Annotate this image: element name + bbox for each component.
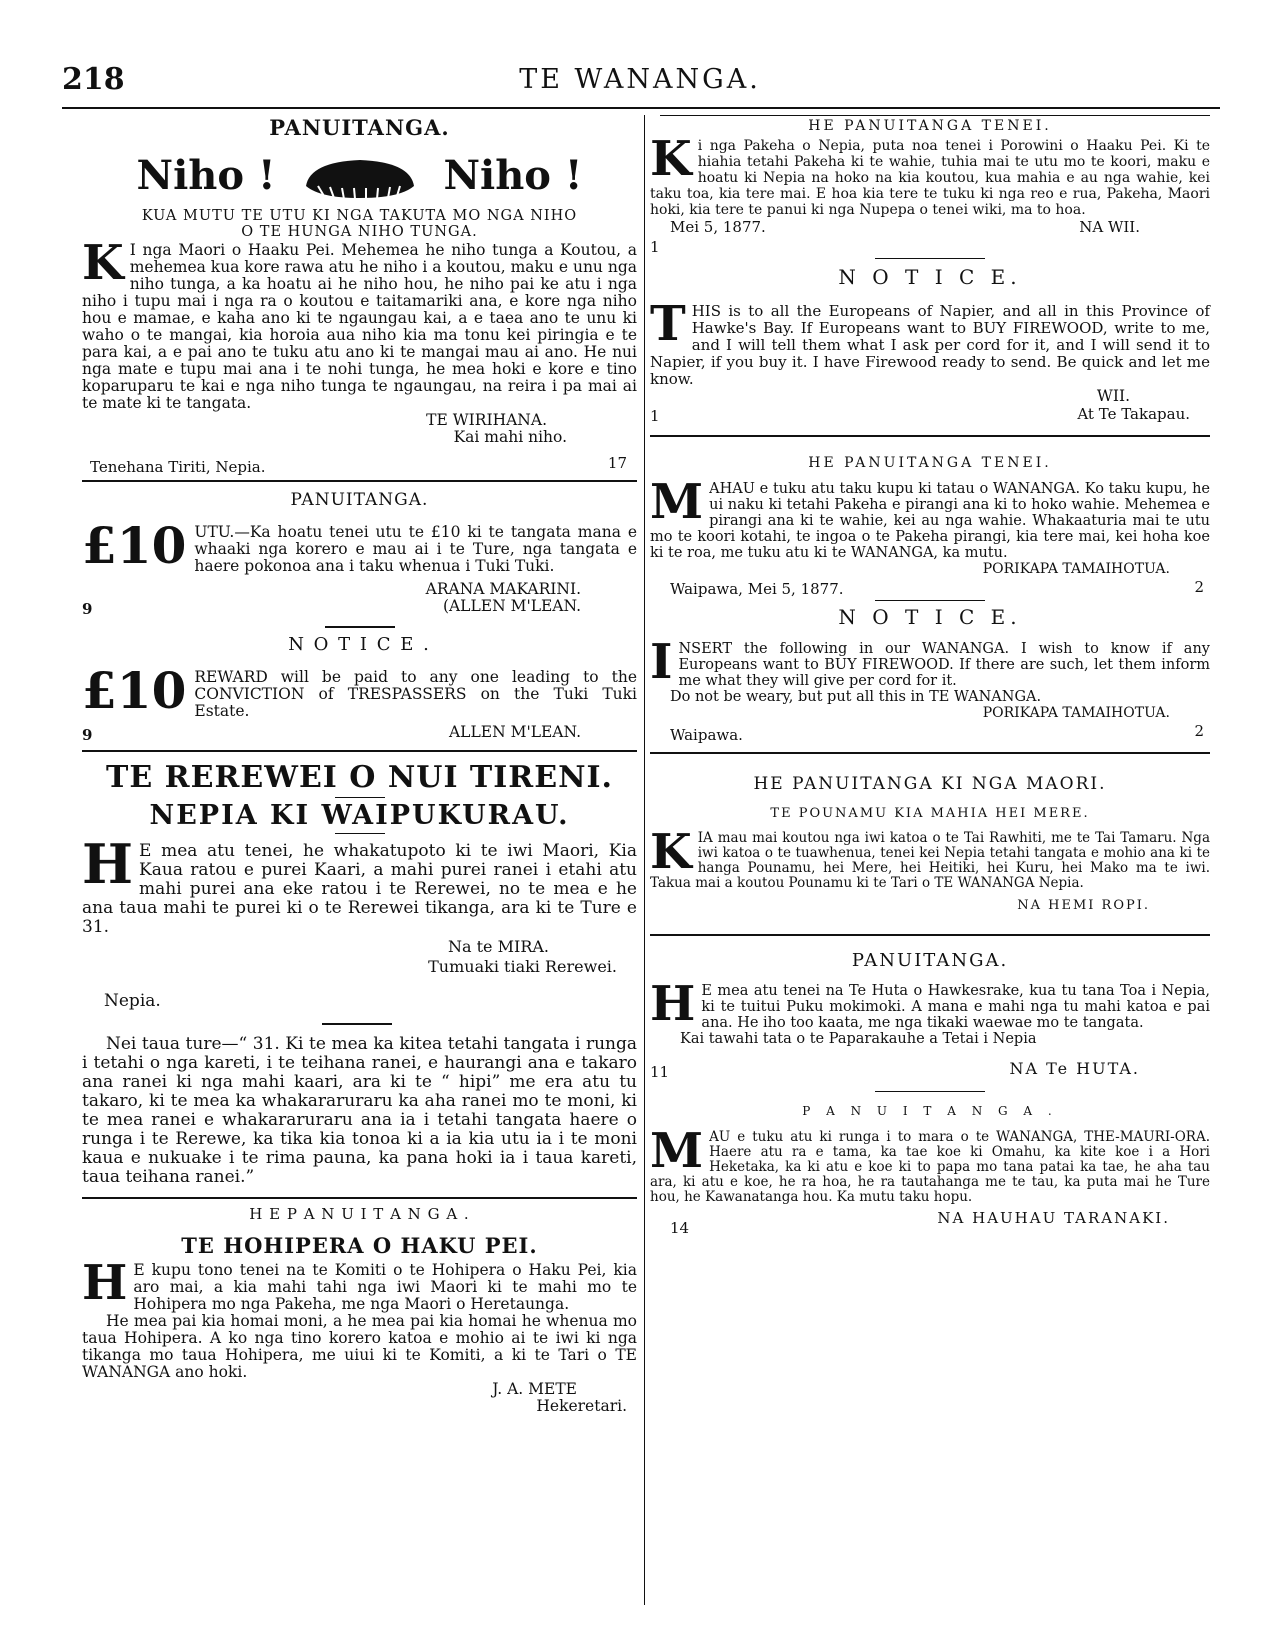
ten-pounds-advert (82, 490, 637, 616)
panui-wii-issue: 1 (650, 238, 660, 256)
rerewei-sep1 (335, 797, 385, 798)
huta-dropcap: H (650, 976, 696, 1032)
hauhau-text: AU e tuku atu ki runga i to mara o te WANANGA, THE-MAURI-ORA. Haere atu ra e tama, ka tae koe ki Omahu, ka kite koe i a Hori Heketaka, ka ki atu e koe ki to papa mo tana patai ka tae, he aha tau ara, ki atu e koe, he ra hoa, he ra tautahanga me te tau, ka puta mai he Ture hou, he Kawanatanga hou. Ka mutu taku hopu. (650, 1129, 1210, 1205)
rerewei-sig1: Na te MIRA. (448, 937, 549, 956)
rerewei-title1: TE REREWEI O NUI TIRENI. (106, 760, 613, 795)
pounamu-sub: TE POUNAMU KIA MAHIA HEI MERE. (770, 806, 1090, 821)
niho-sig-title: Kai mahi niho. (453, 428, 567, 446)
notice-reward-text: REWARD will be paid to any one leading to the CONVICTION of TRESPASSERS on the Tuki Tuki Estate. (194, 668, 637, 720)
ten-pounds-amount: £10 (82, 516, 187, 575)
panui-wii-text: i nga Pakeha o Nepia, puta noa tenei i Porowini o Haaku Pei. Ki te hiahia tetahi Pakeha ki te wahie, tuhia mai te utu mo te koori, maku e hoatu ki Nepia na hoko na kia koutou, kua mahia e au nga wahie, kei taku toa, kia tere mai. E hoa kia tere te tuku ki nga reo e rua, Pakeha, Maori hoki, kia tere te panui ki nga Nupepa o tenei wiki, ma to hoa. (650, 138, 1210, 218)
notice-firewood-heading: N O T I C E. (838, 265, 1022, 289)
hohipera-body1-text: E kupu tono tenei na te Komiti o te Hohipera o Haku Pei, kia aro mai, a kia mahi tahi nga iwi Maori ki te mahi mo te Hohipera mo nga Pakeha, me nga Maori o Heretaunga. (133, 1261, 637, 1313)
pounamu-text: IA mau mai koutou nga iwi katoa o te Tai Rawhiti, me te Tai Tamaru. Nga iwi katoa o te tuawhenua, tenei kei Nepia tetahi tangata e mohio ana ki te hanga Pounamu, hei Mere, hei Heitiki, hei Kuru, hei Mako ma te iwi. Takua mai a koutou Pounamu ki te Tari o TE WANANGA Nepia. (650, 830, 1210, 891)
notice-firewood-text: HIS is to all the Europeans of Napier, and all in this Province of Hawke's Bay. If Europeans want to BUY FIREWOOD, write to me, and I will tell them what I ask per cord for it, and I will send it to Napier, if you buy it. I have Firewood ready to send. Be quick and let me know. (650, 302, 1210, 388)
panui-wii (650, 118, 1210, 256)
rerewei-sig2: Tumuaki tiaki Rerewei. (428, 957, 617, 976)
panui-wii-body (650, 131, 1210, 218)
rerewei-rule-text: Nei taua ture—“ 31. Ki te mea ka kitea tetahi tangata i runga i tetahi o nga kareti, i te teihana ranei, e haurangi ana e takaro ana ranei ki nga mahi kaari, ara ki te “ hipi” me era atu tu takaro, ki te mea ka whakararuraru ka aha ranei mo te moni, ki te mea ranei e whakararuraru ana ia i tetahi tangata haere o runga i te Rerewe, ka tika kia tonoa ki a ia kia utu ia i te moni kaua e nukuake i te rima pauna, ka pana hoki ia i taua kareti, taua teihana ranei.” (82, 1034, 637, 1187)
notice-reward (82, 634, 637, 752)
huta-sig-row (650, 1059, 1210, 1081)
notice-firewood-place-row (650, 405, 1210, 423)
pounamu-notice (650, 774, 1210, 936)
hohipera-sig2: Hekeretari. (536, 1397, 627, 1415)
huta-text: E mea atu tenei na Te Huta o Hawkesrake, kua tu tana Toa i Nepia, ki te tuitui Puku mokimoki. A mana e mahi nga tu mahi katoa e pai ana. He iho too kaata, me nga tikaki waewae mo te tangata. (701, 983, 1210, 1031)
niho-rule (82, 480, 637, 482)
pounamu-dropcap: K (650, 824, 692, 880)
niho-subhead-line1: KUA MUTU TE UTU KI NGA TAKUTA MO NGA NIHO (141, 208, 578, 224)
ten-pounds-body (82, 516, 637, 575)
ten-pounds-heading: PANUITANGA. (290, 490, 429, 510)
rerewei-place: Nepia. (104, 991, 161, 1011)
notice-insert-dropcap: I (650, 634, 673, 690)
right-column (650, 115, 1210, 1237)
panui-wii-dropcap: K (650, 131, 692, 187)
notice-firewood-issue: 1 (650, 407, 660, 425)
notice-insert-sig: PORIKAPA TAMAIHOTUA. (982, 705, 1170, 721)
hohipera-sig1: J. A. METE (492, 1380, 577, 1398)
ten-pounds-issue: 9 (82, 600, 93, 618)
header-rule (62, 107, 1220, 109)
niho-issue: 17 (607, 454, 627, 472)
rerewei-body (82, 832, 637, 937)
rerewei-rule (82, 1197, 637, 1199)
panui-wii-date: Mei 5, 1877. (670, 218, 766, 236)
niho-dropcap: K (82, 235, 124, 291)
panui-wii-sig: NA WII. (1079, 218, 1140, 236)
panui-porikapa-issue: 2 (1194, 578, 1204, 596)
rerewei-sep2 (335, 833, 385, 834)
notice-reward-rule (82, 750, 637, 752)
hauhau-dropcap: M (650, 1123, 704, 1179)
niho-title-right: Niho ! (443, 152, 583, 199)
hohipera-dropcap: H (82, 1255, 128, 1311)
notice-insert-rule (650, 752, 1210, 754)
panui-porikapa-dropcap: M (650, 474, 704, 530)
page-header (0, 62, 1280, 102)
notice-insert-place: Waipawa. (670, 726, 743, 744)
panui-porikapa-heading: HE PANUITANGA TENEI. (808, 455, 1052, 471)
panui-wii-heading: HE PANUITANGA TENEI. (808, 118, 1052, 134)
hauhau-issue: 14 (670, 1219, 690, 1237)
notice-insert (650, 605, 1210, 754)
huta-line2: Kai tawahi tata o te Paparakauhe a Tetai i Nepia (680, 1031, 1037, 1047)
column-divider (644, 115, 645, 1605)
panui-porikapa-sig: PORIKAPA TAMAIHOTUA. (982, 561, 1170, 577)
hauhau-body (650, 1123, 1210, 1205)
ten-pounds-sig2: (ALLEN M'LEAN. (442, 597, 581, 615)
hohipera-body2: He mea pai kia homai moni, a he mea pai kia homai he whenua mo taua Hohipera. A ko nga tino korero katoa e mohio ai te iwi ki nga tikanga mo taua Hohipera, me uiui ki te Komiti, a ki te Tari o TE WANANGA ano hoki. (82, 1312, 637, 1381)
notice-reward-sig-row (82, 724, 637, 742)
ten-pounds-sig-row (82, 598, 637, 616)
pounamu-body (650, 824, 1210, 891)
notice-firewood-dropcap: T (650, 296, 686, 352)
hauhau-sig-row (650, 1209, 1210, 1237)
niho-title-left: Niho ! (136, 152, 276, 199)
niho-body (82, 235, 637, 412)
niho-footer (82, 454, 637, 476)
niho-title (82, 152, 637, 202)
left-column (82, 115, 637, 1415)
niho-subhead (82, 208, 637, 240)
huta-sig: NA Te HUTA. (1009, 1059, 1140, 1078)
notice-firewood-sig: WII. (1096, 387, 1130, 405)
masthead-title: TE WANANGA. (519, 64, 761, 95)
huta-issue: 11 (650, 1063, 670, 1081)
pounamu-heading: HE PANUITANGA KI NGA MAORI. (753, 774, 1107, 794)
notice-insert-line2: Do not be weary, but put all this in TE WANANGA. (670, 689, 1042, 705)
notice-insert-issue: 2 (1194, 722, 1204, 740)
hohipera-notice (82, 1205, 637, 1415)
dentures-icon (300, 156, 420, 202)
niho-sig-name: TE WIRIHANA. (426, 411, 547, 429)
panui-porikapa-date: Waipawa, Mei 5, 1877. (670, 580, 844, 598)
separator (875, 258, 985, 259)
panui-porikapa (650, 455, 1210, 596)
hohipera-title: TE HOHIPERA O HAKU PEI. (181, 1233, 538, 1258)
notice-insert-text: NSERT the following in our WANANGA. I wish to know if any Europeans want to BUY FIREWOOD. If there are such, let them inform me what they will give per cord for it. (678, 641, 1210, 689)
hauhau-notice (650, 1104, 1210, 1237)
separator (875, 1091, 985, 1092)
rerewei-sep3 (322, 1023, 392, 1025)
hauhau-heading: P A N U I T A N G A . (802, 1104, 1058, 1118)
page-number: 218 (62, 62, 125, 97)
huta-body (650, 976, 1210, 1032)
rerewei-title2: NEPIA KI WAIPUKURAU. (149, 800, 570, 831)
notice-firewood-rule (650, 435, 1210, 437)
rerewei-notice (82, 760, 637, 1199)
right-top-rule (660, 115, 1210, 116)
niho-subhead-line2: O TE HUNGA NIHO TUNGA. (241, 224, 478, 240)
notice-reward-heading: N O T I C E . (288, 634, 431, 655)
notice-insert-place-row (650, 722, 1210, 744)
niho-body-text: I nga Maori o Haaku Pei. Mehemea he niho tunga a Koutou, a mehemea kua kore rawa atu he niho i a koutou, maku e unu nga niho tunga, a ka hoatu ai he niho hou, he niho pai ke atu i nga niho i tupu mai i nga ra o koutou e taitamariki ana, e kore nga niho hou e mamae, e kaha ano ki te ngaungau kai, a e taea ano te unu ki waho o te mangai, kia horoia aua niho kia ma tonu kei piringia e te para kai, a e pai ano te tuku atu ano ki te mangai mau ai ano. He nui nga mate e tupu mai ana i te nohi tunga, he mea hoki e kore e tino koparuparu te kai e nga niho tunga te ngaungau, na reira i pa mai ai te mate ki te tangata. (82, 241, 637, 412)
notice-reward-sig: ALLEN M'LEAN. (448, 723, 581, 741)
panui-wii-sig-row (650, 218, 1210, 234)
panui-porikapa-body (650, 474, 1210, 561)
pounamu-rule (650, 934, 1210, 936)
notice-reward-issue: 9 (82, 726, 93, 744)
notice-firewood (650, 265, 1210, 437)
hohipera-body1 (82, 1255, 637, 1313)
notice-insert-heading: N O T I C E. (838, 605, 1022, 629)
separator (875, 600, 985, 601)
notice-reward-body (82, 661, 637, 720)
notice-insert-body (650, 634, 1210, 690)
pounamu-sig: NA HEMI ROPI. (1017, 898, 1150, 913)
notice-reward-amount: £10 (82, 661, 187, 720)
ten-pounds-sig1: ARANA MAKARINI. (425, 580, 581, 598)
niho-advert (82, 115, 637, 482)
separator (325, 626, 395, 628)
panui-porikapa-text: AHAU e tuku atu taku kupu ki tatau o WANANGA. Ko taku kupu, he ui naku ki tetahi Pakeha e pirangi ana ki to hoko wahie. Mehemea e pirangi ana ki te wahie, kei au nga wahie. Whakaaturia mai te utu mo te koori kotahi, te ingoa o te Pakeha pirangi, kia tere mai, kei hoha koe ki te roa, me tuku atu ki te WANANGA, ka mutu. (650, 481, 1210, 561)
niho-heading: PANUITANGA. (269, 115, 450, 140)
niho-address: Tenehana Tiriti, Nepia. (90, 458, 266, 476)
panui-porikapa-date-row (650, 578, 1210, 596)
ten-pounds-text: UTU.—Ka hoatu tenei utu te £10 ki te tangata mana e whaaki nga korero e mau ai i te Ture, nga tangata e haere pokonoa ana i taku whenua i Tuki Tuki. (194, 523, 637, 575)
notice-firewood-place: At Te Takapau. (1077, 405, 1190, 423)
rerewei-dropcap: H (82, 832, 134, 896)
hauhau-sig: NA HAUHAU TARANAKI. (937, 1209, 1170, 1227)
hohipera-heading: H E P A N U I T A N G A . (249, 1205, 470, 1223)
notice-firewood-body (650, 296, 1210, 388)
huta-notice (650, 950, 1210, 1081)
huta-heading: PANUITANGA. (851, 950, 1009, 971)
rerewei-body-text: E mea atu tenei, he whakatupoto ki te iwi Maori, Kia Kaua ratou e purei Kaari, a mahi purei ranei i etahi atu mahi purei ana eke ratou i te Rerewei, no te mea e he ana taua mahi te purei ki o te Rerewei tikanga, ara ki te Ture e 31. (82, 841, 637, 937)
